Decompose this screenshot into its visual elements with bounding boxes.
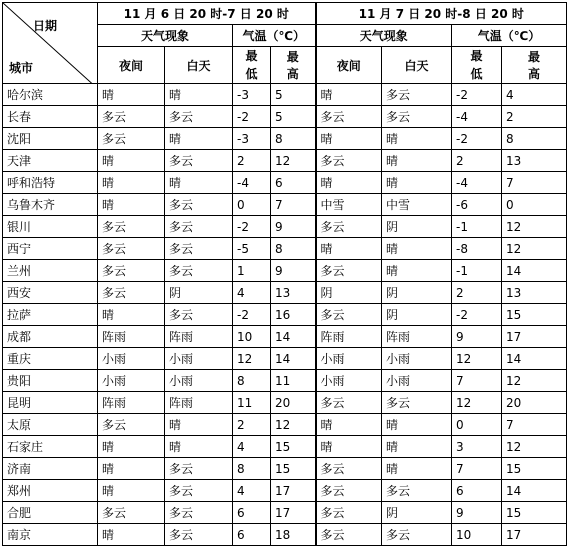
cell-city: 长春 xyxy=(3,106,98,128)
cell-max-2: 12 xyxy=(502,370,567,392)
cell-min-1: 2 xyxy=(233,414,271,436)
weather-table-body xyxy=(3,84,567,546)
cell-max-1: 15 xyxy=(271,458,316,480)
cell-min-2: 9 xyxy=(452,502,502,524)
cell-min-1: -5 xyxy=(233,238,271,260)
cell-city: 沈阳 xyxy=(3,128,98,150)
cell-day-1: 阵雨 xyxy=(165,392,233,414)
cell-min-2: 12 xyxy=(452,348,502,370)
cell-night-1: 晴 xyxy=(98,304,165,326)
cell-min-2: -6 xyxy=(452,194,502,216)
cell-min-2: 10 xyxy=(452,524,502,546)
cell-max-2: 8 xyxy=(502,128,567,150)
cell-min-1: 4 xyxy=(233,282,271,304)
corner-header xyxy=(3,3,98,84)
night-header-2: 夜间 xyxy=(316,47,382,84)
cell-day-2: 阵雨 xyxy=(382,326,452,348)
table-row xyxy=(3,480,567,502)
cell-day-2: 晴 xyxy=(382,150,452,172)
cell-min-1: 6 xyxy=(233,502,271,524)
day-header-1: 白天 xyxy=(165,47,233,84)
cell-max-1: 11 xyxy=(271,370,316,392)
cell-day-1: 多云 xyxy=(165,238,233,260)
cell-min-2: -1 xyxy=(452,216,502,238)
cell-day-1: 多云 xyxy=(165,458,233,480)
table-row xyxy=(3,502,567,524)
weather-header-2: 天气现象 xyxy=(316,25,452,47)
cell-day-1: 晴 xyxy=(165,414,233,436)
cell-day-1: 阵雨 xyxy=(165,326,233,348)
cell-night-1: 小雨 xyxy=(98,348,165,370)
cell-day-2: 小雨 xyxy=(382,348,452,370)
cell-night-1: 晴 xyxy=(98,436,165,458)
cell-day-1: 多云 xyxy=(165,524,233,546)
cell-max-1: 13 xyxy=(271,282,316,304)
cell-night-1: 晴 xyxy=(98,194,165,216)
cell-day-1: 多云 xyxy=(165,150,233,172)
cell-day-2: 晴 xyxy=(382,238,452,260)
cell-day-1: 小雨 xyxy=(165,348,233,370)
cell-day-2: 阴 xyxy=(382,304,452,326)
cell-night-1: 多云 xyxy=(98,216,165,238)
cell-min-1: -4 xyxy=(233,172,271,194)
period2-header: 11 月 7 日 20 时-8 日 20 时 xyxy=(316,3,567,25)
cell-night-2: 多云 xyxy=(316,502,382,524)
cell-min-1: 8 xyxy=(233,370,271,392)
cell-max-2: 15 xyxy=(502,458,567,480)
cell-day-2: 中雪 xyxy=(382,194,452,216)
min-header-2 xyxy=(452,47,502,84)
cell-city: 郑州 xyxy=(3,480,98,502)
cell-max-2: 20 xyxy=(502,392,567,414)
cell-max-2: 13 xyxy=(502,282,567,304)
cell-night-2: 小雨 xyxy=(316,348,382,370)
cell-min-2: -2 xyxy=(452,304,502,326)
cell-min-1: 1 xyxy=(233,260,271,282)
cell-min-2: -2 xyxy=(452,128,502,150)
cell-night-2: 晴 xyxy=(316,128,382,150)
table-row xyxy=(3,436,567,458)
cell-max-1: 17 xyxy=(271,502,316,524)
table-row xyxy=(3,392,567,414)
cell-max-1: 18 xyxy=(271,524,316,546)
cell-max-2: 12 xyxy=(502,238,567,260)
cell-min-1: -3 xyxy=(233,128,271,150)
cell-min-2: 2 xyxy=(452,282,502,304)
cell-night-1: 晴 xyxy=(98,150,165,172)
cell-max-1: 5 xyxy=(271,106,316,128)
cell-min-1: 11 xyxy=(233,392,271,414)
cell-night-1: 晴 xyxy=(98,524,165,546)
cell-night-1: 小雨 xyxy=(98,370,165,392)
cell-min-1: 2 xyxy=(233,150,271,172)
date-header-label: 日期 xyxy=(33,19,58,33)
temp-header-2: 气温（℃） xyxy=(452,25,567,47)
cell-day-2: 晴 xyxy=(382,458,452,480)
cell-min-2: 3 xyxy=(452,436,502,458)
cell-city: 拉萨 xyxy=(3,304,98,326)
max-header-1 xyxy=(271,47,316,84)
cell-max-2: 15 xyxy=(502,502,567,524)
cell-night-2: 多云 xyxy=(316,106,382,128)
cell-night-2: 小雨 xyxy=(316,370,382,392)
cell-night-1: 阵雨 xyxy=(98,326,165,348)
table-row xyxy=(3,326,567,348)
cell-day-1: 多云 xyxy=(165,502,233,524)
cell-night-1: 多云 xyxy=(98,106,165,128)
cell-day-1: 多云 xyxy=(165,216,233,238)
cell-night-2: 多云 xyxy=(316,260,382,282)
cell-day-1: 晴 xyxy=(165,84,233,106)
table-row xyxy=(3,458,567,480)
table-row xyxy=(3,524,567,546)
weather-header-1: 天气现象 xyxy=(98,25,233,47)
cell-min-2: 9 xyxy=(452,326,502,348)
day-header-2: 白天 xyxy=(382,47,452,84)
cell-max-1: 17 xyxy=(271,480,316,502)
cell-city: 西安 xyxy=(3,282,98,304)
weather-table xyxy=(2,2,567,546)
period1-header: 11 月 6 日 20 时-7 日 20 时 xyxy=(98,3,316,25)
cell-city: 成都 xyxy=(3,326,98,348)
cell-night-1: 晴 xyxy=(98,84,165,106)
cell-min-2: 0 xyxy=(452,414,502,436)
cell-day-2: 晴 xyxy=(382,172,452,194)
cell-city: 西宁 xyxy=(3,238,98,260)
cell-day-1: 晴 xyxy=(165,172,233,194)
cell-day-2: 晴 xyxy=(382,414,452,436)
cell-max-2: 4 xyxy=(502,84,567,106)
cell-day-1: 多云 xyxy=(165,480,233,502)
cell-night-1: 多云 xyxy=(98,502,165,524)
cell-night-2: 晴 xyxy=(316,238,382,260)
cell-day-2: 晴 xyxy=(382,128,452,150)
cell-city: 南京 xyxy=(3,524,98,546)
cell-min-1: 12 xyxy=(233,348,271,370)
max-header-2 xyxy=(502,47,567,84)
cell-max-2: 17 xyxy=(502,326,567,348)
cell-night-2: 晴 xyxy=(316,414,382,436)
cell-night-2: 阵雨 xyxy=(316,326,382,348)
cell-max-1: 9 xyxy=(271,260,316,282)
cell-min-2: -2 xyxy=(452,84,502,106)
cell-max-1: 5 xyxy=(271,84,316,106)
cell-city: 哈尔滨 xyxy=(3,84,98,106)
cell-night-2: 阴 xyxy=(316,282,382,304)
cell-day-2: 多云 xyxy=(382,84,452,106)
cell-day-1: 多云 xyxy=(165,304,233,326)
cell-max-1: 8 xyxy=(271,128,316,150)
cell-max-1: 14 xyxy=(271,326,316,348)
cell-night-1: 阵雨 xyxy=(98,392,165,414)
cell-max-1: 15 xyxy=(271,436,316,458)
cell-max-2: 14 xyxy=(502,260,567,282)
table-row xyxy=(3,260,567,282)
cell-min-2: 7 xyxy=(452,458,502,480)
cell-city: 银川 xyxy=(3,216,98,238)
table-row xyxy=(3,128,567,150)
cell-city: 天津 xyxy=(3,150,98,172)
cell-min-1: -2 xyxy=(233,216,271,238)
cell-min-1: 10 xyxy=(233,326,271,348)
cell-night-2: 多云 xyxy=(316,304,382,326)
cell-min-1: -2 xyxy=(233,304,271,326)
max-header-2-text: 最 高 xyxy=(528,50,541,81)
cell-max-1: 14 xyxy=(271,348,316,370)
cell-min-2: -4 xyxy=(452,106,502,128)
cell-city: 兰州 xyxy=(3,260,98,282)
cell-max-2: 14 xyxy=(502,480,567,502)
table-row xyxy=(3,216,567,238)
cell-night-2: 多云 xyxy=(316,150,382,172)
cell-max-1: 6 xyxy=(271,172,316,194)
cell-city: 贵阳 xyxy=(3,370,98,392)
cell-min-2: -8 xyxy=(452,238,502,260)
cell-night-2: 晴 xyxy=(316,436,382,458)
cell-night-2: 多云 xyxy=(316,524,382,546)
cell-day-2: 阴 xyxy=(382,282,452,304)
cell-max-2: 14 xyxy=(502,348,567,370)
cell-max-2: 12 xyxy=(502,436,567,458)
city-header-label: 城市 xyxy=(9,61,34,75)
cell-day-1: 多云 xyxy=(165,260,233,282)
cell-night-1: 多云 xyxy=(98,238,165,260)
cell-night-2: 晴 xyxy=(316,172,382,194)
cell-min-2: 2 xyxy=(452,150,502,172)
table-row xyxy=(3,348,567,370)
cell-day-1: 小雨 xyxy=(165,370,233,392)
cell-night-2: 多云 xyxy=(316,216,382,238)
cell-max-2: 0 xyxy=(502,194,567,216)
night-header-1: 夜间 xyxy=(98,47,165,84)
cell-night-2: 中雪 xyxy=(316,194,382,216)
cell-night-1: 晴 xyxy=(98,172,165,194)
cell-day-1: 阴 xyxy=(165,282,233,304)
cell-max-2: 15 xyxy=(502,304,567,326)
cell-min-1: 6 xyxy=(233,524,271,546)
cell-max-2: 13 xyxy=(502,150,567,172)
cell-min-2: 7 xyxy=(452,370,502,392)
cell-city: 济南 xyxy=(3,458,98,480)
temp-header-1: 气温（℃） xyxy=(233,25,316,47)
cell-night-1: 多云 xyxy=(98,414,165,436)
table-row xyxy=(3,150,567,172)
cell-day-1: 多云 xyxy=(165,194,233,216)
cell-day-2: 阴 xyxy=(382,502,452,524)
cell-max-2: 12 xyxy=(502,216,567,238)
cell-max-1: 16 xyxy=(271,304,316,326)
table-row xyxy=(3,106,567,128)
cell-day-2: 小雨 xyxy=(382,370,452,392)
cell-max-2: 17 xyxy=(502,524,567,546)
min-header-1 xyxy=(233,47,271,84)
cell-max-1: 12 xyxy=(271,414,316,436)
cell-min-1: -3 xyxy=(233,84,271,106)
cell-min-2: -4 xyxy=(452,172,502,194)
cell-day-1: 多云 xyxy=(165,106,233,128)
cell-night-1: 多云 xyxy=(98,128,165,150)
cell-night-1: 晴 xyxy=(98,458,165,480)
cell-min-1: -2 xyxy=(233,106,271,128)
cell-day-1: 晴 xyxy=(165,436,233,458)
cell-max-1: 20 xyxy=(271,392,316,414)
cell-city: 石家庄 xyxy=(3,436,98,458)
min-header-1-text: 最 低 xyxy=(245,49,258,81)
cell-max-1: 12 xyxy=(271,150,316,172)
cell-min-2: 6 xyxy=(452,480,502,502)
table-row xyxy=(3,414,567,436)
cell-night-1: 多云 xyxy=(98,282,165,304)
cell-max-1: 7 xyxy=(271,194,316,216)
cell-night-1: 多云 xyxy=(98,260,165,282)
cell-min-1: 0 xyxy=(233,194,271,216)
table-row xyxy=(3,304,567,326)
cell-max-2: 2 xyxy=(502,106,567,128)
cell-max-1: 8 xyxy=(271,238,316,260)
table-row xyxy=(3,282,567,304)
cell-day-2: 多云 xyxy=(382,106,452,128)
cell-night-2: 晴 xyxy=(316,84,382,106)
table-row xyxy=(3,370,567,392)
cell-day-2: 多云 xyxy=(382,524,452,546)
cell-city: 呼和浩特 xyxy=(3,172,98,194)
cell-min-1: 8 xyxy=(233,458,271,480)
table-row xyxy=(3,172,567,194)
min-header-2-text: 最 低 xyxy=(470,49,483,81)
cell-max-2: 7 xyxy=(502,414,567,436)
cell-night-2: 多云 xyxy=(316,458,382,480)
cell-day-2: 多云 xyxy=(382,392,452,414)
cell-day-2: 多云 xyxy=(382,480,452,502)
cell-city: 合肥 xyxy=(3,502,98,524)
cell-city: 昆明 xyxy=(3,392,98,414)
cell-day-2: 阴 xyxy=(382,216,452,238)
cell-min-2: 12 xyxy=(452,392,502,414)
cell-max-2: 7 xyxy=(502,172,567,194)
cell-min-1: 4 xyxy=(233,480,271,502)
cell-max-1: 9 xyxy=(271,216,316,238)
cell-city: 重庆 xyxy=(3,348,98,370)
cell-min-2: -1 xyxy=(452,260,502,282)
max-header-1-text: 最 高 xyxy=(286,50,299,81)
cell-day-2: 晴 xyxy=(382,436,452,458)
table-row xyxy=(3,194,567,216)
table-row xyxy=(3,84,567,106)
table-row xyxy=(3,238,567,260)
cell-day-2: 晴 xyxy=(382,260,452,282)
cell-day-1: 晴 xyxy=(165,128,233,150)
cell-night-2: 多云 xyxy=(316,480,382,502)
cell-night-1: 晴 xyxy=(98,480,165,502)
cell-city: 乌鲁木齐 xyxy=(3,194,98,216)
cell-night-2: 多云 xyxy=(316,392,382,414)
cell-min-1: 4 xyxy=(233,436,271,458)
cell-city: 太原 xyxy=(3,414,98,436)
